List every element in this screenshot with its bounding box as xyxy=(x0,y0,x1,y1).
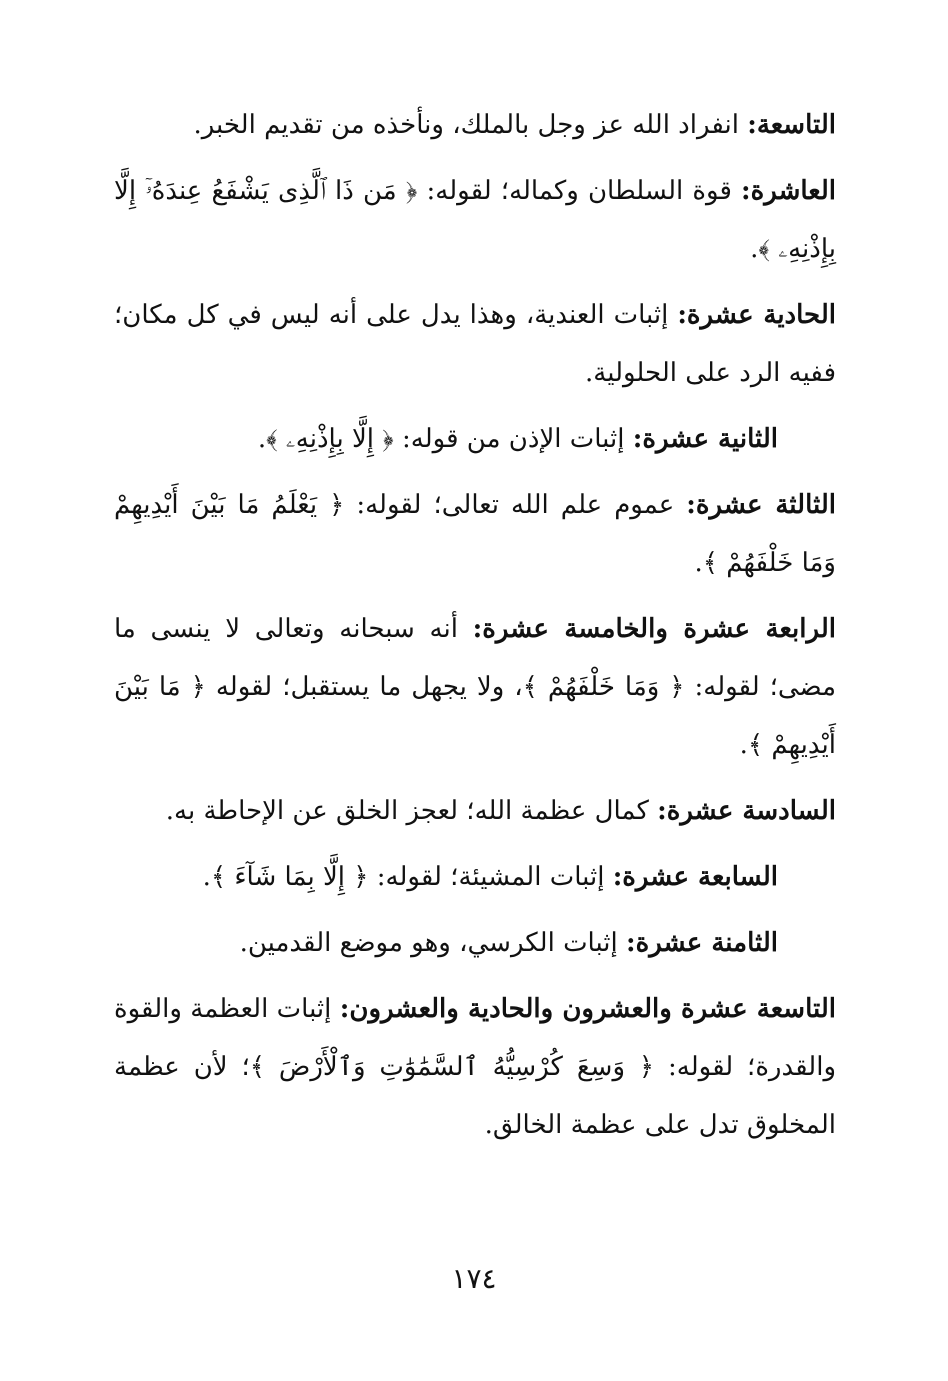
page-number: ١٧٤ xyxy=(451,1262,497,1295)
paragraph-19-21 xyxy=(114,980,836,1154)
paragraph-14-15 xyxy=(114,600,836,774)
paragraph-heading: الثالثة عشرة: xyxy=(686,490,836,520)
paragraph-heading: التاسعة عشرة والعشرون والحادية والعشرون: xyxy=(339,994,836,1024)
paragraph-heading: العاشرة: xyxy=(741,176,836,206)
paragraph-17 xyxy=(114,848,836,906)
paragraph-11 xyxy=(114,286,836,402)
paragraph-heading: التاسعة: xyxy=(747,110,836,140)
paragraph-text: قوة السلطان وكماله؛ لقوله: ﴿ مَن ذَا ٱلَّذِى يَشْفَعُ عِندَهُۥٓ إِلَّا بِإِذْنِهِۦ ﴾. xyxy=(114,176,836,264)
paragraph-text: انفراد الله عز وجل بالملك، ونأخذه من تقديم الخبر. xyxy=(193,110,748,140)
paragraph-heading: الثانية عشرة: xyxy=(632,424,778,454)
paragraph-text: عموم علم الله تعالى؛ لقوله: ﴿ يَعْلَمُ مَا بَيْنَ أَيْدِيهِمْ وَمَا خَلْفَهُمْ ﴾. xyxy=(114,490,836,578)
paragraph-text: إثبات الإذن من قوله: ﴿ إِلَّا بِإِذْنِهِۦ ﴾. xyxy=(257,424,633,454)
paragraph-text: كمال عظمة الله؛ لعجز الخلق عن الإحاطة به. xyxy=(165,796,658,826)
paragraph-text: أنه سبحانه وتعالى لا ينسى ما مضى؛ لقوله: ﴿ وَمَا خَلْفَهُمْ ﴾، ولا يجهل ما يستقبل؛ لقوله ﴿ مَا بَيْنَ أَيْدِيهِمْ ﴾. xyxy=(114,614,836,760)
paragraph-heading: السابعة عشرة: xyxy=(612,862,778,892)
paragraph-12 xyxy=(114,410,836,468)
paragraph-heading: الثامنة عشرة: xyxy=(626,928,778,958)
paragraph-text: إثبات العندية، وهذا يدل على أنه ليس في كل مكان؛ ففيه الرد على الحلولية. xyxy=(114,300,836,388)
paragraph-text: إثبات العظمة والقوة والقدرة؛ لقوله: ﴿ وَسِعَ كُرْسِيُّهُ ٱلسَّمَٰوَٰتِ وَٱلْأَرْضَ ﴾؛ لأن عظمة المخلوق تدل على عظمة الخالق. xyxy=(114,994,836,1140)
paragraph-13 xyxy=(114,476,836,592)
paragraph-heading: السادسة عشرة: xyxy=(657,796,836,826)
paragraph-heading: الحادية عشرة: xyxy=(677,300,836,330)
paragraph-9 xyxy=(114,96,836,154)
paragraph-18 xyxy=(114,914,836,972)
paragraph-text: إثبات الكرسي، وهو موضع القدمين. xyxy=(239,928,627,958)
paragraph-text: إثبات المشيئة؛ لقوله: ﴿ إِلَّا بِمَا شَآءَ ﴾. xyxy=(202,862,613,892)
paragraph-16 xyxy=(114,782,836,840)
paragraph-heading: الرابعة عشرة والخامسة عشرة: xyxy=(472,614,836,644)
page-body xyxy=(114,96,836,1162)
paragraph-10 xyxy=(114,162,836,278)
